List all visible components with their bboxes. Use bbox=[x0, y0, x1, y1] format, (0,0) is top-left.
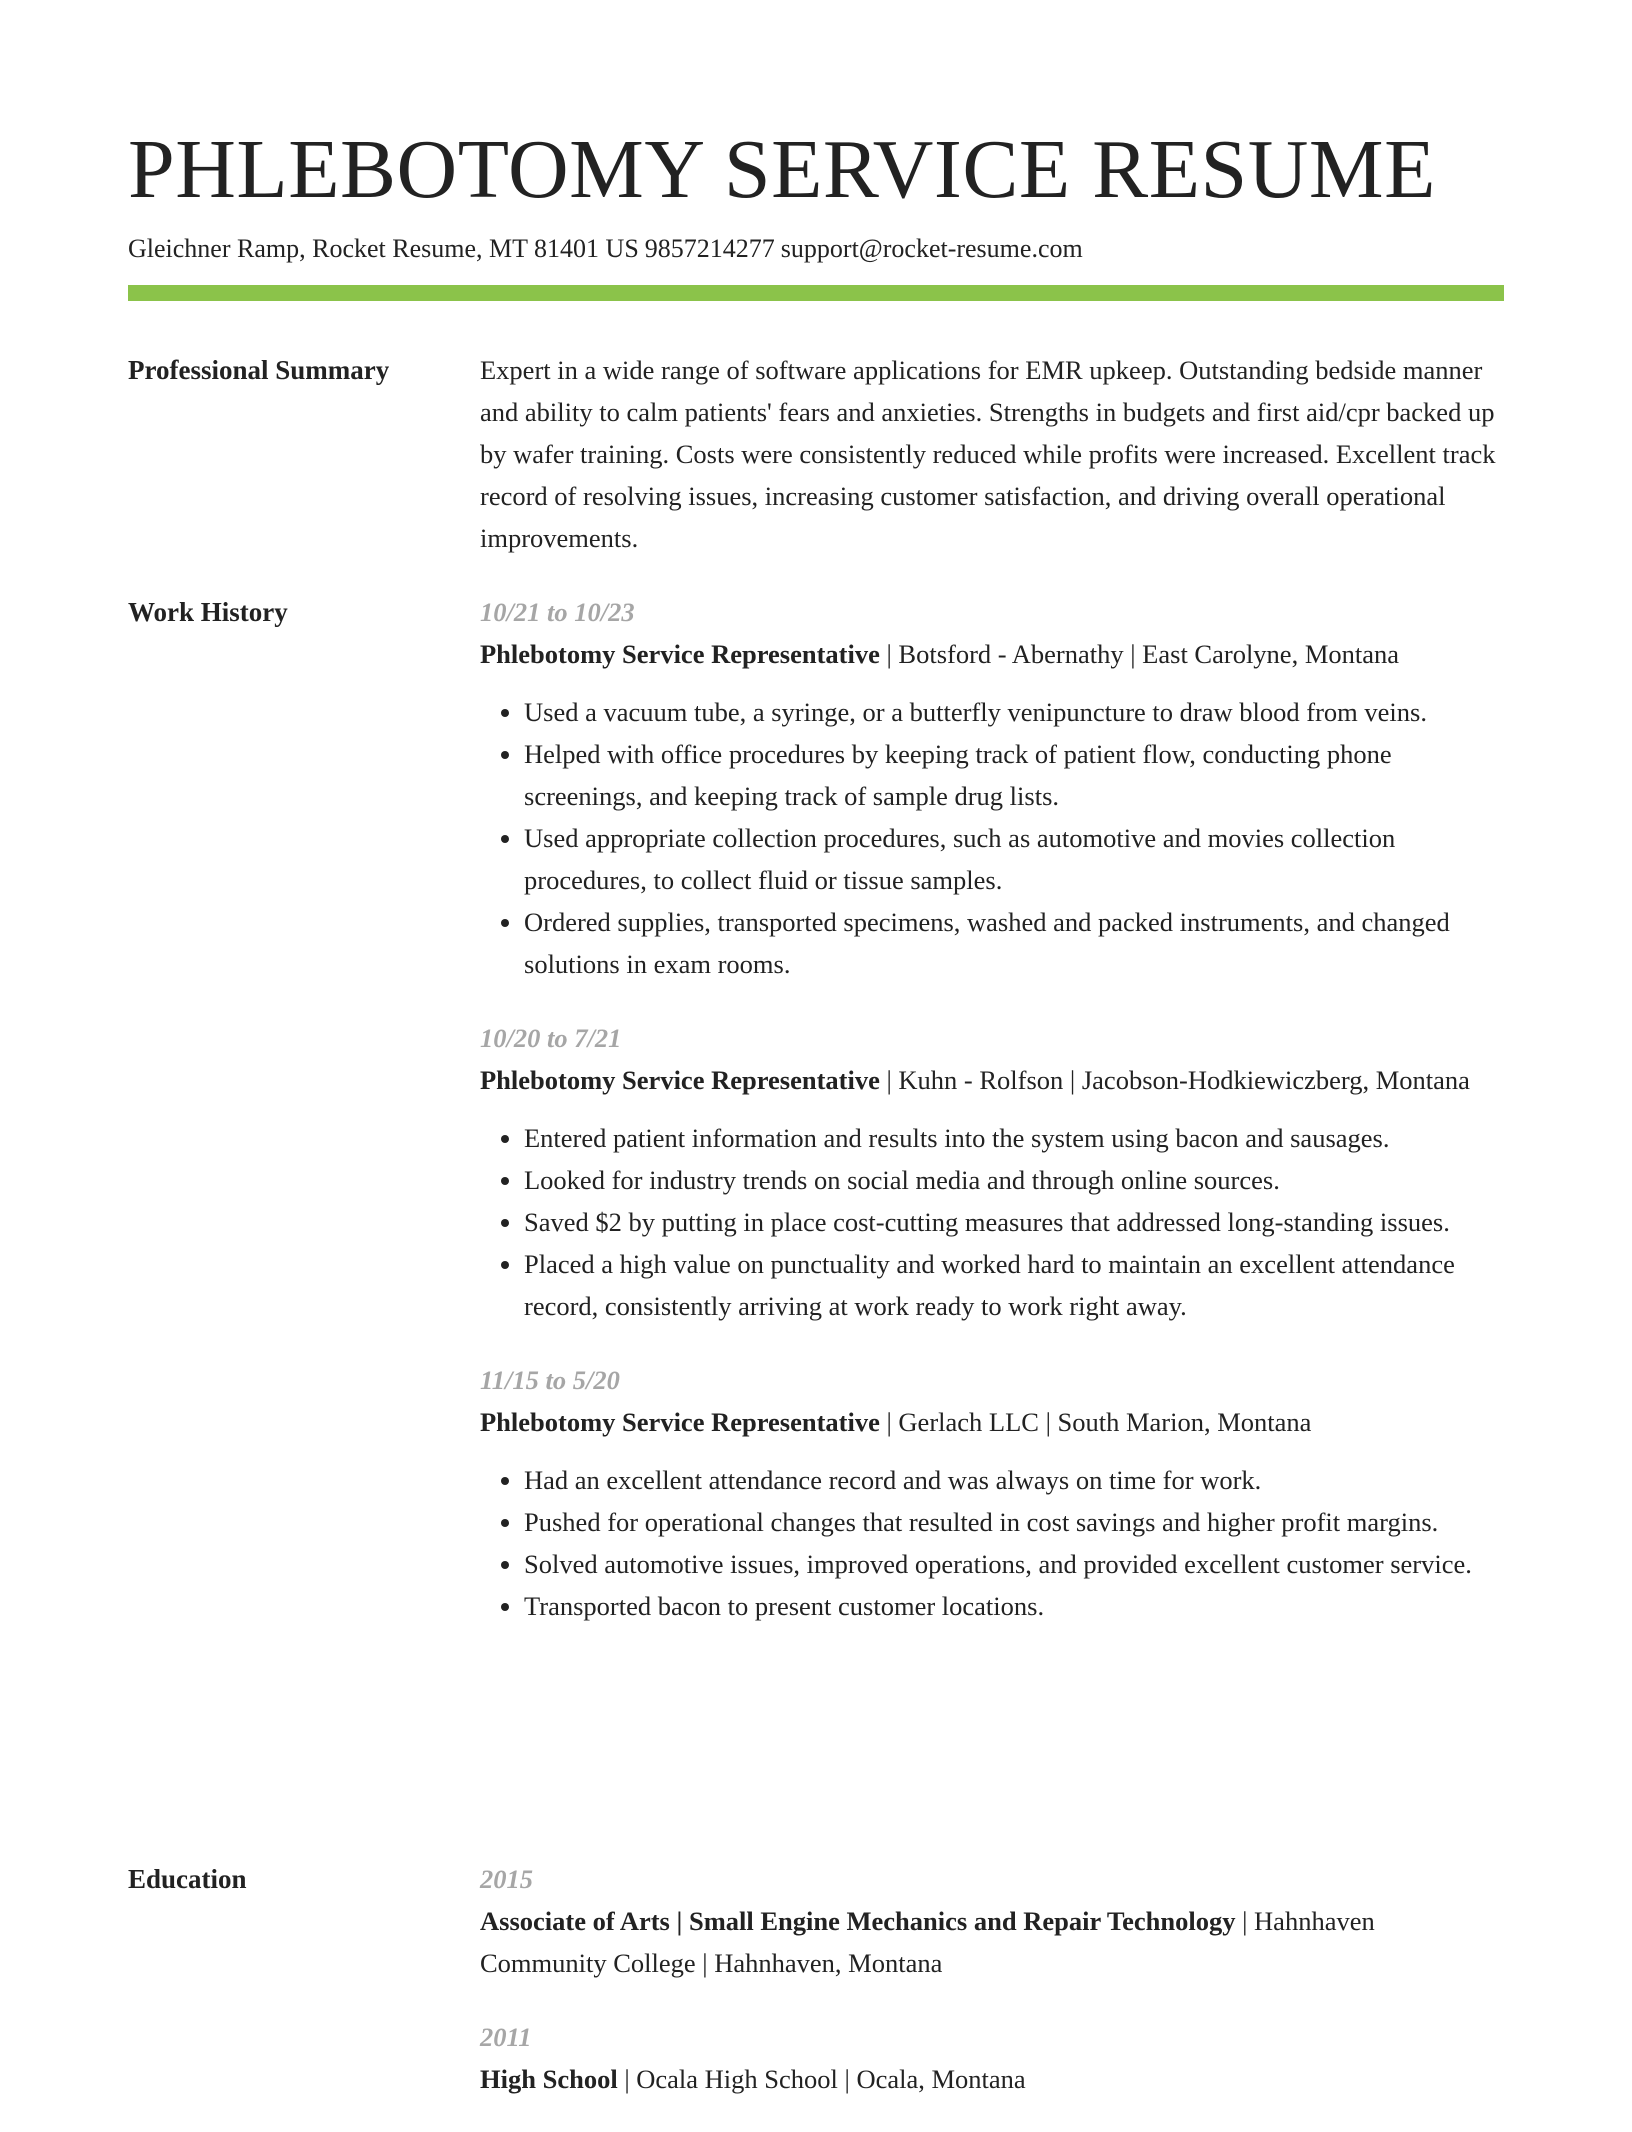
education-entry bbox=[480, 1858, 1504, 1984]
job-title: Phlebotomy Service Representative bbox=[480, 639, 880, 669]
education-degree: Associate of Arts | Small Engine Mechanics and Repair Technology bbox=[480, 1906, 1236, 1936]
education-degree: High School bbox=[480, 2064, 618, 2094]
education-label: Education bbox=[128, 1864, 247, 1894]
summary-body bbox=[480, 349, 1504, 559]
job-title: Phlebotomy Service Representative bbox=[480, 1065, 880, 1095]
job-dates: 11/15 to 5/20 bbox=[480, 1365, 620, 1395]
education-heading bbox=[480, 2058, 1504, 2100]
job-dates: 10/21 to 10/23 bbox=[480, 597, 635, 627]
job-heading bbox=[480, 1059, 1504, 1101]
header-accent-rule bbox=[128, 285, 1504, 301]
job-bullet-list bbox=[480, 1117, 1504, 1327]
contact-line bbox=[128, 231, 1089, 267]
work-history-label: Work History bbox=[128, 597, 288, 627]
education-heading bbox=[480, 1900, 1504, 1984]
education-entry bbox=[480, 2016, 1504, 2100]
job-title: Phlebotomy Service Representative bbox=[480, 1407, 880, 1437]
contact-phone: 9857214277 bbox=[644, 234, 775, 263]
education-year: 2011 bbox=[480, 2022, 532, 2052]
job-heading bbox=[480, 1401, 1504, 1443]
job-details: | Botsford - Abernathy | East Carolyne, Montana bbox=[879, 639, 1400, 669]
job-details: | Gerlach LLC | South Marion, Montana bbox=[879, 1407, 1312, 1437]
job-bullet: • Used appropriate collection procedures, such as automotive and movies collection procedures, to collect fluid or tissue samples. bbox=[524, 817, 1504, 901]
job-bullet: • Ordered supplies, transported specimens, washed and packed instruments, and changed solutions in exam rooms. bbox=[524, 901, 1504, 985]
job-bullet: • Saved $2 by putting in place cost-cutting measures that addressed long-standing issues. bbox=[524, 1201, 1504, 1243]
education-year: 2015 bbox=[480, 1864, 533, 1894]
job-bullet: • Helped with office procedures by keeping track of patient flow, conducting phone screenings, and keeping track of sample drug lists. bbox=[524, 733, 1504, 817]
summary-text: Expert in a wide range of software applications for EMR upkeep. Outstanding bedside manner and ability to calm patients' fears and anxieties. Strengths in budgets and first aid/cpr backed up by wafer training. Costs were consistently reduced while profits were increased. Excellent track record of resolving issues, increasing customer satisfaction, and driving overall operational improvements. bbox=[480, 355, 1496, 553]
job-bullet: • Transported bacon to present customer locations. bbox=[524, 1585, 1504, 1627]
job-heading bbox=[480, 633, 1504, 675]
education-body bbox=[480, 1858, 1504, 2132]
summary-label: Professional Summary bbox=[128, 355, 390, 385]
job-bullet: • Placed a high value on punctuality and worked hard to maintain an excellent attendance record, consistently arriving at work ready to work right away. bbox=[524, 1243, 1504, 1327]
job-bullet: • Looked for industry trends on social media and through online sources. bbox=[524, 1159, 1504, 1201]
job-details: | Kuhn - Rolfson | Jacobson-Hodkiewiczberg, Montana bbox=[879, 1065, 1470, 1095]
job-bullet: • Entered patient information and results into the system using bacon and sausages. bbox=[524, 1117, 1504, 1159]
job-bullet-list bbox=[480, 1459, 1504, 1627]
job-bullet: • Solved automotive issues, improved operations, and provided excellent customer service. bbox=[524, 1543, 1504, 1585]
education-details: | Ocala High School | Ocala, Montana bbox=[617, 2064, 1026, 2094]
job-entry bbox=[480, 1017, 1504, 1327]
resume-title: PHLEBOTOMY SERVICE RESUME bbox=[128, 123, 1436, 216]
work-history-body bbox=[480, 591, 1504, 1659]
job-bullet: • Had an excellent attendance record and was always on time for work. bbox=[524, 1459, 1504, 1501]
job-entry bbox=[480, 591, 1504, 985]
job-dates: 10/20 to 7/21 bbox=[480, 1023, 622, 1053]
job-bullet: • Used a vacuum tube, a syringe, or a butterfly venipuncture to draw blood from veins. bbox=[524, 691, 1504, 733]
job-entry bbox=[480, 1359, 1504, 1627]
job-bullet: • Pushed for operational changes that resulted in cost savings and higher profit margins. bbox=[524, 1501, 1504, 1543]
education-details: | Hahnhaven Community College | Hahnhaven, Montana bbox=[480, 1906, 1375, 1978]
contact-address: Gleichner Ramp, Rocket Resume, MT 81401 US bbox=[128, 234, 639, 263]
job-bullet-list bbox=[480, 691, 1504, 985]
contact-email: support@rocket-resume.com bbox=[780, 234, 1083, 263]
